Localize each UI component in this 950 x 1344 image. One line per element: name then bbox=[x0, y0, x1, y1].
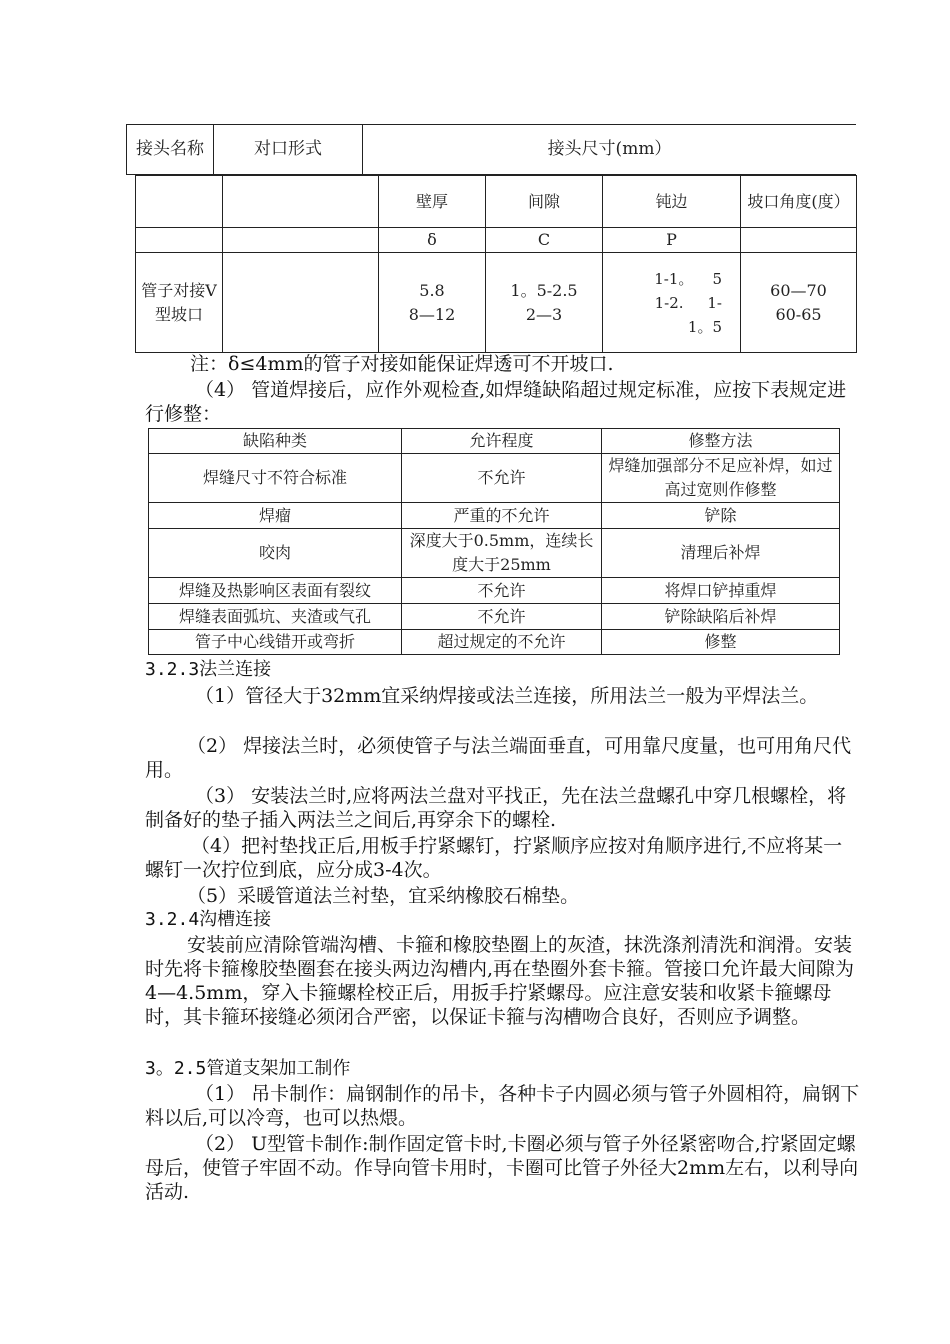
paragraph-flange-4: （4）把衬垫找正后,用板手拧紧螺钉，拧紧顺序应按对角顺序进行,不应将某一螺钉一次拧位到底，应分成3-4次。 bbox=[145, 835, 843, 881]
table-row bbox=[149, 604, 840, 630]
defect-type: 焊缝表面弧坑、夹渣或气孔 bbox=[149, 604, 402, 630]
paragraph-support-2: （2） U型管卡制作:制作固定管卡时,卡圈必须与管子外径紧密吻合,拧紧固定螺母后，使管子牢固不动。作导向管卡用时，卡圈可比管子外径大2mm左右，以利导向活动. bbox=[145, 1133, 859, 1203]
defect-method: 铲除缺陷后补焊 bbox=[602, 604, 840, 630]
defect-method: 修整 bbox=[602, 630, 840, 655]
defect-allowance: 超过规定的不允许 bbox=[402, 630, 602, 655]
defect-type: 管子中心线错开或弯折 bbox=[149, 630, 402, 655]
table-row bbox=[149, 630, 840, 655]
header-form: 对口形式 bbox=[214, 124, 363, 174]
subheader-angle: 坡口角度(度） bbox=[741, 176, 857, 228]
joint-table-body bbox=[135, 175, 857, 353]
row-blunt: 1-1。 5 1-2. 1- 1。5 bbox=[603, 253, 741, 353]
empty-cell bbox=[223, 228, 379, 253]
row-joint-name: 管子对接V型坡口 bbox=[136, 253, 223, 353]
defect-type: 焊缝及热影响区表面有裂纹 bbox=[149, 578, 402, 604]
row-gap: 1。5-2.5 2—3 bbox=[486, 253, 603, 353]
table-row bbox=[149, 578, 840, 604]
symbol-p: P bbox=[603, 228, 741, 253]
defect-table bbox=[148, 428, 840, 655]
paragraph-inspection: （4） 管道焊接后，应作外观检查,如焊缝缺陷超过规定标准，应按下表规定进行修整： bbox=[145, 379, 847, 425]
header-joint-name: 接头名称 bbox=[127, 124, 214, 174]
paragraph-groove: 安装前应清除管端沟槽、卡箍和橡胶垫圈上的灰渣，抹洗涤剂清洗和润滑。安装时先将卡箍橡胶垫圈套在接头两边沟槽内,再在垫圈外套卡箍。管接口允许最大间隙为4—4.5mm，穿入卡箍螺栓校正后，用扳手拧紧螺母。应注意安装和收紧卡箍螺母时，其卡箍环接缝必须闭合严密，以保证卡箍与沟槽吻合良好，否则应予调整。 bbox=[145, 934, 855, 1028]
defect-type: 焊瘤 bbox=[149, 503, 402, 529]
table-note: 注：δ≤4mm的管子对接如能保证焊透可不开坡口. bbox=[190, 353, 614, 375]
section-title-flange: 3.2.3法兰连接 bbox=[145, 659, 272, 680]
defect-header-method: 修整方法 bbox=[602, 429, 840, 454]
defect-method: 焊缝加强部分不足应补焊，如过高过宽则作修整 bbox=[602, 454, 840, 503]
paragraph-flange-2: （2） 焊接法兰时，必须使管子与法兰端面垂直，可用靠尺度量，也可用角尺代用。 bbox=[145, 735, 852, 781]
defect-type: 咬肉 bbox=[149, 529, 402, 578]
defect-method: 将焊口铲掉重焊 bbox=[602, 578, 840, 604]
empty-cell bbox=[136, 176, 223, 228]
subheader-gap: 间隙 bbox=[486, 176, 603, 228]
header-size: 接头尺寸(mm） bbox=[363, 124, 857, 174]
empty-cell bbox=[136, 228, 223, 253]
table-row bbox=[149, 454, 840, 503]
joint-table-header bbox=[126, 124, 856, 175]
empty-cell bbox=[223, 253, 379, 353]
section-title-groove: 3.2.4沟槽连接 bbox=[145, 909, 272, 930]
defect-header-type: 缺陷种类 bbox=[149, 429, 402, 454]
paragraph-flange-5: （5）采暖管道法兰衬垫，宜采纳橡胶石棉垫。 bbox=[187, 885, 580, 907]
section-title-support: 3。2.5管道支架加工制作 bbox=[145, 1058, 351, 1079]
defect-method: 清理后补焊 bbox=[602, 529, 840, 578]
table-row bbox=[149, 503, 840, 529]
row-angle: 60—70 60-65 bbox=[741, 253, 857, 353]
paragraph-support-1: （1） 吊卡制作：扁钢制作的吊卡，各种卡子内圆必须与管子外圆相符，扁钢下料以后,可以冷弯，也可以热煨。 bbox=[145, 1083, 860, 1129]
empty-cell bbox=[741, 228, 857, 253]
defect-allowance: 深度大于0.5mm，连续长度大于25mm bbox=[402, 529, 602, 578]
defect-type: 焊缝尺寸不符合标准 bbox=[149, 454, 402, 503]
subheader-thickness: 壁厚 bbox=[379, 176, 486, 228]
paragraph-flange-3: （3） 安装法兰时,应将两法兰盘对平找正，先在法兰盘螺孔中穿几根螺栓，将制备好的垫子插入两法兰之间后,再穿余下的螺栓. bbox=[145, 785, 847, 831]
defect-method: 铲除 bbox=[602, 503, 840, 529]
defect-allowance: 不允许 bbox=[402, 454, 602, 503]
table-row bbox=[149, 529, 840, 578]
defect-allowance: 不允许 bbox=[402, 578, 602, 604]
row-thickness: 5.8 8—12 bbox=[379, 253, 486, 353]
paragraph-flange-1: （1）管径大于32mm宜采纳焊接或法兰连接，所用法兰一般为平焊法兰。 bbox=[195, 685, 819, 707]
empty-cell bbox=[223, 176, 379, 228]
defect-allowance: 不允许 bbox=[402, 604, 602, 630]
defect-header-allowance: 允许程度 bbox=[402, 429, 602, 454]
symbol-c: C bbox=[486, 228, 603, 253]
defect-allowance: 严重的不允许 bbox=[402, 503, 602, 529]
symbol-delta: δ bbox=[379, 228, 486, 253]
subheader-blunt: 钝边 bbox=[603, 176, 741, 228]
